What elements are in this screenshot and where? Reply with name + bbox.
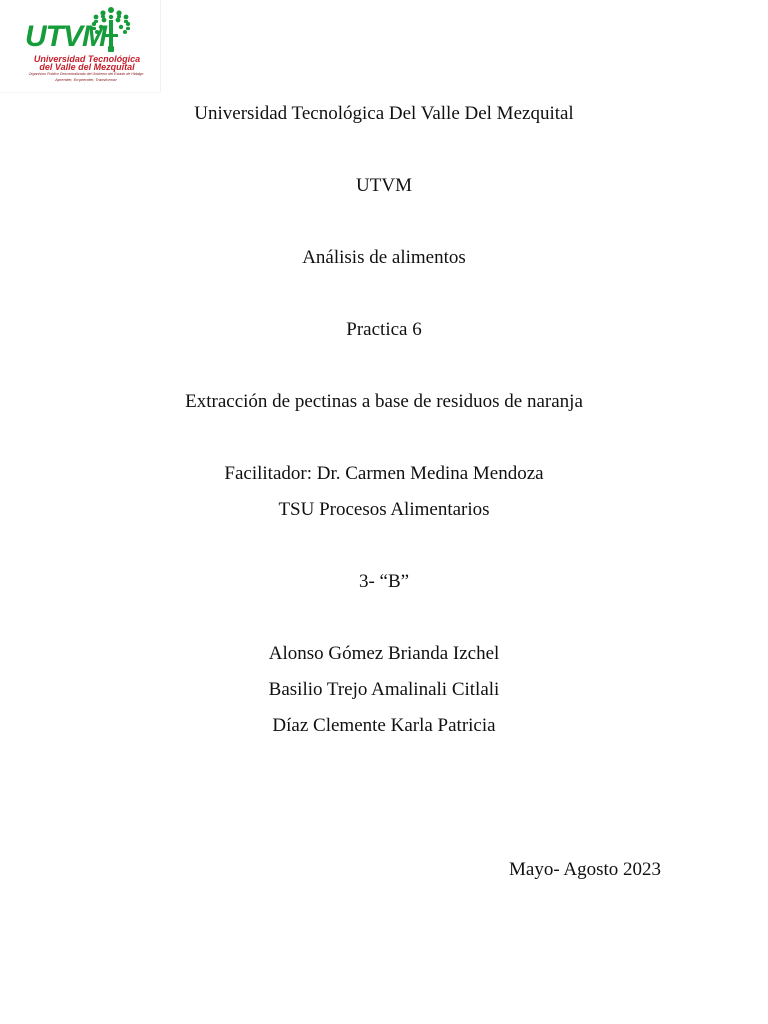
group: 3- “B”: [358, 571, 410, 592]
facilitator: Facilitador: Dr. Carmen Medina Mendoza: [224, 463, 544, 484]
student-name: Basilio Trejo Amalinali Citlali: [268, 679, 500, 700]
university-logo: [0, 0, 161, 93]
academic-period: Mayo- Agosto 2023: [509, 859, 661, 880]
practice-number: Practica 6: [346, 319, 422, 340]
logo-motto: Aprender, Emprender, Transformar: [55, 77, 117, 82]
student-name: Díaz Clemente Karla Patricia: [272, 715, 496, 736]
logo-university-name: [27, 55, 147, 71]
practice-title: Extracción de pectinas a base de residuos de naranja: [185, 391, 583, 412]
program-name: TSU Procesos Alimentarios: [278, 499, 490, 520]
university-acronym: UTVM: [356, 175, 412, 196]
student-name: Alonso Gómez Brianda Izchel: [268, 643, 500, 664]
logo-subtext: Organismo Público Descentralizado del Gobierno del Estado de Hidalgo: [28, 72, 144, 76]
logo-name-line1: Universidad Tecnológica: [33, 54, 141, 64]
logo-letters: UTVM: [25, 20, 106, 53]
university-name: Universidad Tecnológica Del Valle Del Mezquital: [194, 103, 574, 124]
subject-name: Análisis de alimentos: [302, 247, 466, 268]
logo-name-line2: del Valle del Mezquital: [39, 62, 135, 72]
